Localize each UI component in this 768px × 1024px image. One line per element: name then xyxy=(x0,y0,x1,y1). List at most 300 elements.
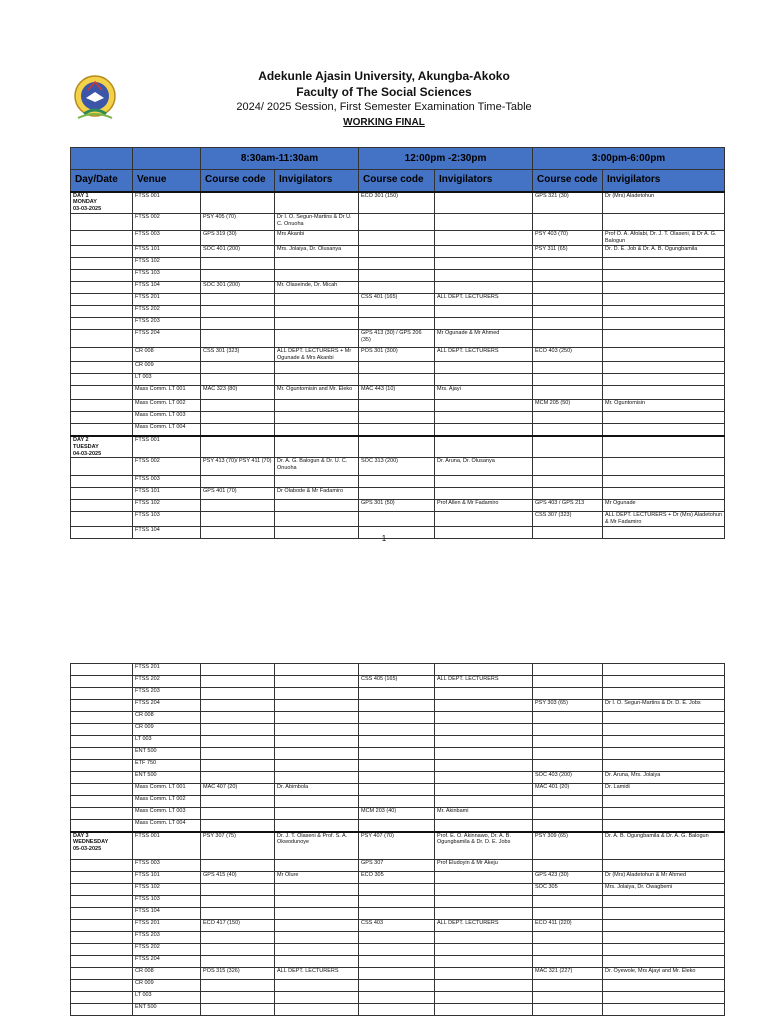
table-row xyxy=(71,932,725,944)
venue-cell: FTSS 001 xyxy=(133,192,201,214)
invigilators-cell xyxy=(435,424,533,436)
invigilators-cell: Dr. Oyewole, Mrs Ajayi and Mr. Eleko xyxy=(603,968,725,980)
course-code-cell xyxy=(359,436,435,458)
course-code-cell: MCM 205 (50) xyxy=(533,400,603,412)
day-cell xyxy=(71,688,133,700)
invigilators-cell xyxy=(435,968,533,980)
course-code-cell xyxy=(359,956,435,968)
invigilators-cell xyxy=(435,362,533,374)
course-code-cell xyxy=(533,908,603,920)
venue-cell: FTSS 201 xyxy=(133,664,201,676)
invigilators-cell: Mrs. Jolaiya, Dr. Owagbemi xyxy=(603,884,725,896)
course-code-cell: PSY 303 (65) xyxy=(533,700,603,712)
invigilators-cell xyxy=(603,796,725,808)
invigilators-cell xyxy=(275,992,359,1004)
table-row xyxy=(71,956,725,968)
venue-cell: FTSS 101 xyxy=(133,488,201,500)
course-code-cell xyxy=(201,736,275,748)
course-code-cell xyxy=(533,980,603,992)
invigilators-cell xyxy=(275,676,359,688)
invigilators-cell xyxy=(603,956,725,968)
table-row xyxy=(71,257,725,269)
day-cell xyxy=(71,1004,133,1016)
invigilators-cell xyxy=(603,476,725,488)
invigilators-cell xyxy=(603,317,725,329)
invigilators-cell: ALL DEPT. LECTURERS xyxy=(435,347,533,362)
course-code-cell xyxy=(359,820,435,832)
invigilators-cell xyxy=(275,712,359,724)
table-row xyxy=(71,772,725,784)
course-code-cell xyxy=(201,362,275,374)
table-row xyxy=(71,476,725,488)
venue-cell: FTSS 204 xyxy=(133,700,201,712)
course-code-cell xyxy=(359,980,435,992)
table-row xyxy=(71,329,725,347)
table-row xyxy=(71,872,725,884)
invigilators-cell xyxy=(435,488,533,500)
invigilators-cell xyxy=(275,700,359,712)
invigilators-cell xyxy=(435,760,533,772)
table-row xyxy=(71,832,725,860)
invigilators-cell xyxy=(603,305,725,317)
invigilators-cell xyxy=(435,724,533,736)
course-code-cell xyxy=(359,374,435,386)
table-row xyxy=(71,808,725,820)
course-code-cell xyxy=(201,512,275,527)
timetable-part-2 xyxy=(70,663,725,1016)
invigilators-cell xyxy=(435,784,533,796)
invigilators-cell: Dr. D. E. Job & Dr. A. B. Ogungbamila xyxy=(603,245,725,257)
invigilators-cell xyxy=(435,932,533,944)
day-cell xyxy=(71,908,133,920)
venue-cell: FTSS 201 xyxy=(133,920,201,932)
table-row xyxy=(71,512,725,527)
day-cell xyxy=(71,488,133,500)
course-code-column-header: Course code xyxy=(201,170,275,192)
course-code-cell: PSY 405 (70) xyxy=(201,213,275,230)
table-row xyxy=(71,488,725,500)
course-code-cell xyxy=(201,808,275,820)
course-code-cell xyxy=(201,688,275,700)
table-row xyxy=(71,362,725,374)
course-code-cell: MCM 203 (40) xyxy=(359,808,435,820)
invigilators-cell xyxy=(603,362,725,374)
invigilators-cell xyxy=(603,436,725,458)
invigilators-cell xyxy=(435,512,533,527)
venue-cell: FTSS 101 xyxy=(133,872,201,884)
venue-cell: FTSS 203 xyxy=(133,688,201,700)
invigilators-cell xyxy=(275,512,359,527)
course-code-cell: GPS 423 (30) xyxy=(533,872,603,884)
table-row xyxy=(71,230,725,245)
table-row xyxy=(71,688,725,700)
course-code-cell: GPS 415 (40) xyxy=(201,872,275,884)
invigilators-cell: Dr I. O. Segun-Martins & Dr U. C. Onuoha xyxy=(275,213,359,230)
slot-morning-header: 8:30am-11:30am xyxy=(201,148,359,170)
invigilators-cell: Dr I. O. Segun-Martins & Dr. D. E. Jobs xyxy=(603,700,725,712)
table-row xyxy=(71,860,725,872)
day-cell: DAY 2 TUESDAY 04-03-2025 xyxy=(71,436,133,458)
course-code-cell: PSY 413 (70)/ PSY 411 (70) xyxy=(201,458,275,476)
invigilators-cell xyxy=(603,269,725,281)
invigilators-cell xyxy=(603,820,725,832)
day-cell xyxy=(71,305,133,317)
table-row xyxy=(71,192,725,214)
venue-cell: FTSS 104 xyxy=(133,908,201,920)
venue-cell: FTSS 101 xyxy=(133,245,201,257)
day-cell xyxy=(71,245,133,257)
course-code-cell xyxy=(533,305,603,317)
course-code-cell xyxy=(533,476,603,488)
venue-cell: FTSS 104 xyxy=(133,526,201,538)
course-code-cell xyxy=(201,329,275,347)
invigilators-cell xyxy=(603,712,725,724)
table-row xyxy=(71,424,725,436)
table-row xyxy=(71,386,725,400)
course-code-cell xyxy=(201,932,275,944)
course-code-cell xyxy=(359,712,435,724)
day-cell xyxy=(71,664,133,676)
invigilators-cell xyxy=(275,724,359,736)
course-code-cell xyxy=(201,1004,275,1016)
table-row xyxy=(71,281,725,293)
invigilators-cell: Dr. Lamidi xyxy=(603,784,725,796)
course-code-cell xyxy=(201,436,275,458)
venue-cell: FTSS 203 xyxy=(133,932,201,944)
course-code-cell xyxy=(359,269,435,281)
invigilators-cell xyxy=(435,992,533,1004)
course-code-cell: PSY 309 (65) xyxy=(533,832,603,860)
table-row xyxy=(71,374,725,386)
course-code-cell xyxy=(533,932,603,944)
table-row xyxy=(71,700,725,712)
invigilators-cell xyxy=(275,980,359,992)
course-code-cell xyxy=(533,257,603,269)
day-cell xyxy=(71,808,133,820)
invigilators-cell xyxy=(603,908,725,920)
table-row xyxy=(71,896,725,908)
venue-cell: FTSS 204 xyxy=(133,956,201,968)
course-code-cell xyxy=(201,820,275,832)
day-cell xyxy=(71,748,133,760)
day-cell xyxy=(71,724,133,736)
session-title: 2024/ 2025 Session, First Semester Examination Time-Table xyxy=(236,101,532,113)
course-code-cell xyxy=(533,412,603,424)
invigilators-cell: ALL DEPT. LECTURERS xyxy=(435,293,533,305)
invigilators-cell xyxy=(603,688,725,700)
venue-cell: ETF 750 xyxy=(133,760,201,772)
invigilators-cell xyxy=(435,192,533,214)
invigilators-cell xyxy=(603,860,725,872)
day-cell xyxy=(71,281,133,293)
course-code-cell xyxy=(359,784,435,796)
day-cell xyxy=(71,347,133,362)
invigilators-cell xyxy=(435,796,533,808)
document-header xyxy=(0,68,768,130)
invigilators-cell xyxy=(275,944,359,956)
venue-cell: ENT 500 xyxy=(133,748,201,760)
invigilators-cell xyxy=(275,374,359,386)
course-code-cell: ECO 301 (150) xyxy=(359,192,435,214)
invigilators-cell xyxy=(435,436,533,458)
venue-cell: FTSS 202 xyxy=(133,944,201,956)
course-code-cell: GPS 307 xyxy=(359,860,435,872)
day-cell xyxy=(71,736,133,748)
course-code-cell: PSY 311 (65) xyxy=(533,245,603,257)
invigilators-cell xyxy=(275,317,359,329)
course-code-cell xyxy=(201,257,275,269)
course-code-cell xyxy=(359,213,435,230)
course-code-cell xyxy=(201,796,275,808)
course-code-cell: SOC 313 (200) xyxy=(359,458,435,476)
course-code-cell: ECO 305 xyxy=(359,872,435,884)
course-code-cell xyxy=(533,676,603,688)
course-code-cell xyxy=(533,956,603,968)
invigilators-cell: Mr. Oguntomisin and Mr. Eleko xyxy=(275,386,359,400)
timetable-body-2 xyxy=(71,664,725,1016)
course-code-column-header: Course code xyxy=(359,170,435,192)
course-code-cell xyxy=(533,424,603,436)
invigilators-cell xyxy=(435,688,533,700)
invigilators-cell xyxy=(603,213,725,230)
slot-afternoon-header: 12:00pm -2:30pm xyxy=(359,148,533,170)
working-final-label: WORKING FINAL xyxy=(343,117,425,128)
table-row xyxy=(71,664,725,676)
day-cell xyxy=(71,374,133,386)
invigilators-cell: Prof O. A. Afolabi, Dr. J. T. Olaseni, & Dr A. G. Balogun xyxy=(603,230,725,245)
invigilators-cell: Mrs. Ajayi xyxy=(435,386,533,400)
invigilators-cell xyxy=(603,488,725,500)
invigilators-cell xyxy=(603,944,725,956)
day-cell xyxy=(71,932,133,944)
course-code-cell xyxy=(359,476,435,488)
course-code-cell: MAC 401 (20) xyxy=(533,784,603,796)
course-code-cell xyxy=(201,412,275,424)
invigilators-cell: Dr Olabode & Mr Fadamiro xyxy=(275,488,359,500)
invigilators-column-header: Invigilators xyxy=(603,170,725,192)
course-code-cell: ECO 403 (250) xyxy=(533,347,603,362)
day-cell xyxy=(71,896,133,908)
course-code-cell xyxy=(359,932,435,944)
invigilators-cell xyxy=(603,424,725,436)
course-code-cell: CSS 307 (323) xyxy=(533,512,603,527)
course-code-cell xyxy=(533,808,603,820)
invigilators-cell: Dr (Mrs) Aladetohun & Mr Ahmed xyxy=(603,872,725,884)
course-code-cell xyxy=(201,908,275,920)
course-code-cell: MAC 443 (10) xyxy=(359,386,435,400)
venue-cell: FTSS 204 xyxy=(133,329,201,347)
course-code-cell xyxy=(359,281,435,293)
course-code-cell xyxy=(533,281,603,293)
course-code-cell: SOC 401 (200) xyxy=(201,245,275,257)
invigilators-cell xyxy=(435,884,533,896)
invigilators-cell xyxy=(275,362,359,374)
course-code-cell: CSS 405 (165) xyxy=(359,676,435,688)
course-code-cell xyxy=(533,213,603,230)
table-row xyxy=(71,992,725,1004)
course-code-cell xyxy=(359,412,435,424)
table-row xyxy=(71,347,725,362)
course-code-cell xyxy=(533,992,603,1004)
venue-cell: FTSS 003 xyxy=(133,860,201,872)
invigilators-cell xyxy=(275,884,359,896)
invigilators-cell xyxy=(275,305,359,317)
invigilators-cell xyxy=(275,908,359,920)
faculty-name: Faculty of The Social Sciences xyxy=(296,85,472,99)
day-cell xyxy=(71,424,133,436)
course-code-cell: GPS 319 (30) xyxy=(201,230,275,245)
venue-cell: FTSS 102 xyxy=(133,884,201,896)
invigilators-cell xyxy=(435,476,533,488)
slot-evening-header: 3:00pm-6:00pm xyxy=(533,148,725,170)
course-code-cell xyxy=(533,1004,603,1016)
invigilators-cell xyxy=(603,808,725,820)
invigilators-cell xyxy=(435,820,533,832)
course-code-cell xyxy=(359,1004,435,1016)
table-row xyxy=(71,944,725,956)
invigilators-cell xyxy=(275,688,359,700)
invigilators-cell xyxy=(603,748,725,760)
invigilators-cell xyxy=(435,944,533,956)
invigilators-cell: Dr. Aruna, Dr. Olusanya xyxy=(435,458,533,476)
invigilators-cell xyxy=(435,872,533,884)
course-code-cell xyxy=(201,293,275,305)
day-cell xyxy=(71,412,133,424)
course-code-cell xyxy=(533,664,603,676)
invigilators-cell xyxy=(603,760,725,772)
venue-cell: FTSS 001 xyxy=(133,436,201,458)
invigilators-cell xyxy=(275,269,359,281)
invigilators-cell xyxy=(435,908,533,920)
course-code-cell xyxy=(201,424,275,436)
day-cell xyxy=(71,230,133,245)
day-cell xyxy=(71,400,133,412)
invigilators-cell: ALL DEPT. LECTURERS xyxy=(435,676,533,688)
course-code-cell xyxy=(201,760,275,772)
invigilators-cell xyxy=(435,317,533,329)
venue-cell: LT 003 xyxy=(133,736,201,748)
course-code-cell xyxy=(533,458,603,476)
invigilators-cell xyxy=(275,820,359,832)
invigilators-cell: Mr Ogunade & Mr Ahmed xyxy=(435,329,533,347)
invigilators-cell xyxy=(603,458,725,476)
table-row xyxy=(71,213,725,230)
venue-cell: CR 008 xyxy=(133,347,201,362)
course-code-cell: GPS 301 (50) xyxy=(359,500,435,512)
invigilators-cell xyxy=(435,736,533,748)
table-row xyxy=(71,884,725,896)
invigilators-cell xyxy=(275,932,359,944)
course-code-cell xyxy=(201,992,275,1004)
course-code-cell xyxy=(533,374,603,386)
invigilators-cell xyxy=(603,281,725,293)
course-code-cell: PSY 307 (75) xyxy=(201,832,275,860)
course-code-cell xyxy=(359,664,435,676)
course-code-cell xyxy=(201,980,275,992)
course-code-cell xyxy=(359,748,435,760)
table-row xyxy=(71,400,725,412)
header-blank-cell xyxy=(71,148,133,170)
invigilators-cell xyxy=(435,412,533,424)
course-code-cell xyxy=(201,676,275,688)
course-code-cell xyxy=(359,245,435,257)
course-code-cell xyxy=(359,760,435,772)
course-code-cell xyxy=(359,968,435,980)
invigilators-cell xyxy=(275,748,359,760)
venue-cell: FTSS 104 xyxy=(133,281,201,293)
table-row xyxy=(71,920,725,932)
invigilators-cell xyxy=(435,772,533,784)
course-code-cell xyxy=(359,424,435,436)
course-code-cell: ECO 417 (150) xyxy=(201,920,275,932)
course-code-cell xyxy=(359,230,435,245)
venue-cell: FTSS 103 xyxy=(133,512,201,527)
course-code-cell xyxy=(359,772,435,784)
invigilators-cell: Prof. E. O. Akinnawo, Dr. A. B. Ogungbamila & Dr. D. E. Jobs xyxy=(435,832,533,860)
day-cell xyxy=(71,860,133,872)
day-cell xyxy=(71,317,133,329)
table-row xyxy=(71,908,725,920)
venue-cell: CR 009 xyxy=(133,724,201,736)
invigilators-cell: Mr. Akinbami xyxy=(435,808,533,820)
course-code-cell xyxy=(201,305,275,317)
course-code-column-header: Course code xyxy=(533,170,603,192)
invigilators-cell xyxy=(435,956,533,968)
invigilators-cell xyxy=(275,664,359,676)
invigilators-cell: Dr. A. B. Ogungbamila & Dr. A. G. Balogun xyxy=(603,832,725,860)
course-code-cell xyxy=(359,305,435,317)
course-code-cell xyxy=(201,748,275,760)
header-blank-cell xyxy=(133,148,201,170)
course-code-cell: SOC 403 (200) xyxy=(533,772,603,784)
course-code-cell xyxy=(201,956,275,968)
course-code-cell xyxy=(533,269,603,281)
invigilators-cell: ALL DEPT. LECTURERS + Mr Ogunade & Mrs Akanbi xyxy=(275,347,359,362)
invigilators-cell xyxy=(435,213,533,230)
course-code-cell xyxy=(359,688,435,700)
invigilators-cell: Dr. Abimbola xyxy=(275,784,359,796)
invigilators-cell xyxy=(603,293,725,305)
table-row xyxy=(71,293,725,305)
day-cell xyxy=(71,386,133,400)
invigilators-cell: Mr Ogunade xyxy=(603,500,725,512)
invigilators-cell xyxy=(275,293,359,305)
course-code-cell xyxy=(359,736,435,748)
table-row xyxy=(71,1004,725,1016)
venue-cell: FTSS 002 xyxy=(133,213,201,230)
venue-cell: FTSS 001 xyxy=(133,832,201,860)
course-code-cell xyxy=(533,293,603,305)
invigilators-cell xyxy=(435,748,533,760)
table-row xyxy=(71,980,725,992)
invigilators-cell xyxy=(275,896,359,908)
day-cell xyxy=(71,772,133,784)
table-row xyxy=(71,436,725,458)
course-code-cell xyxy=(359,488,435,500)
course-code-cell xyxy=(201,317,275,329)
day-cell xyxy=(71,712,133,724)
course-code-cell xyxy=(533,386,603,400)
invigilators-cell xyxy=(435,245,533,257)
table-row xyxy=(71,317,725,329)
table-row xyxy=(71,305,725,317)
timetable-body-1 xyxy=(71,192,725,539)
course-code-cell: PSY 403 (70) xyxy=(533,230,603,245)
invigilators-cell xyxy=(603,920,725,932)
invigilators-cell xyxy=(435,281,533,293)
invigilators-cell xyxy=(603,257,725,269)
course-code-cell xyxy=(533,724,603,736)
